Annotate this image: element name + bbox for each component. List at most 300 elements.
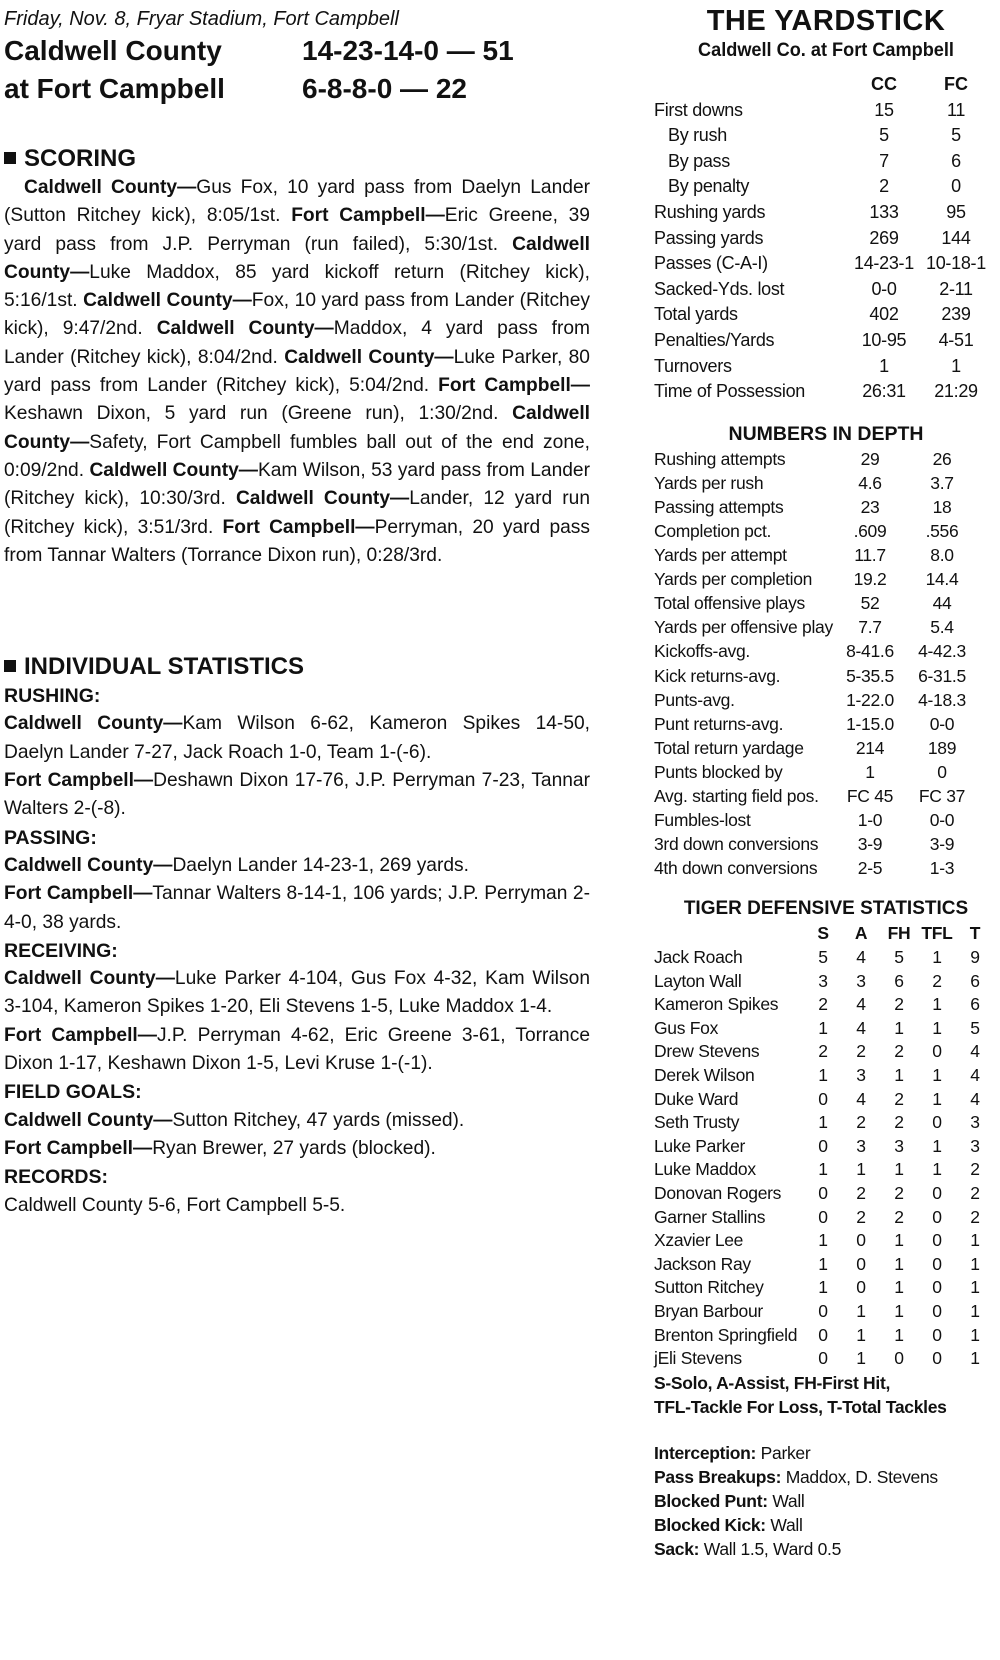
defense-note: [654, 1465, 998, 1489]
player-stat-tfl: 0: [932, 1206, 942, 1227]
scoring-play: Luke Parker, 80 yard pass from Lander (Ritchey kick), 5:04/2nd.: [4, 346, 590, 397]
defense-row: [654, 1064, 994, 1088]
scoring-summary: [4, 174, 590, 570]
player-stat-t: 1: [970, 1324, 980, 1345]
player-stat-s: 2: [818, 1041, 828, 1062]
player-stat-a: 4: [856, 994, 866, 1015]
yardstick-row: [654, 200, 992, 226]
depth-row: [654, 495, 978, 519]
player-stat-s: 2: [818, 994, 828, 1015]
player-stat-tfl: 1: [932, 994, 942, 1015]
linescore-team: Caldwell County: [4, 35, 222, 66]
stat-fc: 2-11: [939, 278, 973, 299]
depth-title: NUMBERS IN DEPTH: [728, 422, 924, 445]
player-stat-tfl: 1: [932, 1017, 942, 1038]
stat-fc: 5: [951, 125, 961, 146]
yardstick-row: [654, 123, 992, 149]
depth-fc: 0: [937, 761, 947, 782]
depth-fc: 0-0: [929, 713, 955, 734]
player-stat-s: 0: [818, 1206, 828, 1227]
depth-fc: 26: [932, 448, 952, 469]
dateline: Friday, Nov. 8, Fryar Stadium, Fort Campbell: [4, 8, 399, 30]
player-stat-s: 0: [818, 1300, 828, 1321]
player-stat-tfl: 1: [932, 1135, 942, 1156]
yardstick-row: [654, 98, 992, 124]
depth-label: Kickoffs-avg.: [654, 641, 750, 662]
player-stat-a: 3: [856, 1135, 866, 1156]
defense-note: [654, 1513, 998, 1537]
player-stat-t: 6: [970, 970, 980, 991]
stat-subheading: FIELD GOALS:: [4, 1081, 142, 1104]
stat-label: Time of Possession: [654, 381, 805, 402]
depth-cc: .609: [853, 521, 887, 541]
defense-row: [654, 1017, 994, 1041]
stat-text: J.P. Perryman 4-62, Eric Greene 3-61, Torrance Dixon 1-17, Keshawn Dixon 1-5, Levi Kruse 1-(-1).: [4, 1024, 590, 1075]
stat-line: [4, 1135, 590, 1163]
player-stat-t: 1: [970, 1300, 980, 1321]
player-stat-a: 1: [856, 1324, 866, 1345]
player-name: Brenton Springfield: [654, 1324, 798, 1345]
stat-fc: 10-18-1: [926, 253, 986, 274]
stat-team: Fort Campbell—: [4, 770, 154, 792]
depth-label: Total return yardage: [654, 737, 804, 758]
depth-cc: 4.6: [858, 472, 882, 493]
player-stat-fh: 1: [894, 1159, 904, 1180]
stat-fc: 0: [951, 176, 961, 197]
player-stat-t: 3: [970, 1112, 980, 1133]
stat-fc: 21:29: [934, 381, 978, 402]
depth-label: Fumbles-lost: [654, 810, 751, 831]
note-value: Parker: [760, 1442, 811, 1463]
stat-text: Tannar Walters 8-14-1, 106 yards; J.P. Perryman 2-4-0, 38 yards.: [4, 883, 590, 933]
defense-row: [654, 1135, 994, 1159]
player-stat-s: 0: [818, 1348, 828, 1369]
player-name: Luke Parker: [654, 1135, 746, 1156]
note-label: Blocked Punt:: [654, 1490, 768, 1511]
stat-cc: 15: [874, 99, 894, 120]
depth-label: Yards per rush: [654, 472, 764, 493]
scoring-team: Caldwell County—: [4, 403, 590, 453]
defense-row: [654, 1253, 994, 1277]
depth-fc: 1-3: [929, 858, 955, 879]
depth-row: [654, 856, 978, 880]
player-stat-a: 2: [856, 1041, 866, 1062]
stat-team: Fort Campbell—: [4, 1137, 153, 1159]
player-stat-s: 3: [818, 970, 828, 991]
defense-row: [654, 1088, 994, 1112]
depth-fc: 0-0: [929, 810, 955, 831]
player-name: Bryan Barbour: [654, 1300, 763, 1321]
depth-fc: 14.4: [925, 569, 959, 590]
depth-label: Yards per attempt: [654, 545, 787, 566]
player-name: Kameron Spikes: [654, 994, 779, 1015]
scoring-team: Caldwell County—: [235, 488, 410, 510]
scoring-play: Kam Wilson, 53 yard pass from Lander (Ritchey kick), 10:30/3rd.: [4, 459, 590, 510]
player-stat-a: 4: [856, 947, 866, 967]
player-name: Gus Fox: [654, 1017, 719, 1038]
stat-line: [4, 1107, 590, 1135]
stat-label: Sacked-Yds. lost: [654, 278, 785, 299]
depth-label: Kick returns-avg.: [654, 665, 781, 686]
stat-line: [4, 1022, 590, 1079]
defense-notes: [654, 1441, 998, 1561]
depth-fc: 44: [932, 593, 952, 614]
depth-cc: 3-9: [857, 834, 883, 855]
player-stat-tfl: 0: [932, 1277, 942, 1298]
player-stat-tfl: 1: [932, 1159, 942, 1180]
depth-row: [654, 447, 978, 471]
player-stat-t: 1: [970, 1277, 980, 1298]
player-name: Luke Maddox: [654, 1159, 756, 1180]
depth-cc: 8-41.6: [846, 641, 894, 662]
yardstick-row: [654, 174, 992, 200]
stat-subheading: RECORDS:: [4, 1166, 109, 1189]
stat-subheading: PASSING:: [4, 826, 97, 849]
linescore-line: 14-23-14-0 — 51: [302, 35, 514, 66]
stat-team: Fort Campbell—: [4, 883, 153, 905]
player-stat-fh: 0: [894, 1348, 904, 1369]
yardstick-header-row: [654, 72, 992, 98]
col-cc: CC: [871, 74, 897, 94]
stat-subheading: RUSHING:: [4, 685, 101, 708]
individual-heading: INDIVIDUAL STATISTICS: [4, 652, 590, 682]
player-stat-fh: 1: [894, 1300, 904, 1321]
player-stat-fh: 2: [894, 994, 904, 1015]
depth-row: [654, 567, 978, 591]
player-stat-tfl: 0: [932, 1041, 942, 1062]
player-name: jEli Stevens: [654, 1348, 742, 1369]
yardstick-row: [654, 379, 992, 405]
defense-row: [654, 1040, 994, 1064]
stat-line: [4, 880, 590, 937]
stat-cc: 5: [879, 125, 889, 146]
player-stat-a: 0: [856, 1253, 866, 1274]
scoring-play: Safety, Fort Campbell fumbles ball out of the end zone, 0:09/2nd.: [4, 431, 590, 481]
defense-title: TIGER DEFENSIVE STATISTICS: [683, 898, 969, 920]
stat-cc: 14-23-1: [854, 253, 914, 274]
player-stat-a: 3: [856, 970, 866, 991]
depth-fc: 3.7: [930, 472, 954, 493]
depth-label: 4th down conversions: [654, 858, 818, 879]
stat-text: Caldwell County 5-6, Fort Campbell 5-5.: [4, 1194, 346, 1216]
stat-cc: 1: [879, 355, 889, 376]
player-stat-t: 9: [970, 947, 980, 967]
legend-line: S-Solo, A-Assist, FH-First Hit,: [654, 1372, 891, 1393]
defense-row: [654, 1276, 994, 1300]
player-name: Drew Stevens: [654, 1041, 760, 1062]
player-stat-tfl: 0: [932, 1324, 942, 1345]
player-stat-fh: 2: [894, 1206, 904, 1227]
defense-row: [654, 1111, 994, 1135]
player-stat-fh: 1: [894, 1253, 904, 1274]
player-stat-tfl: 1: [932, 947, 942, 967]
player-stat-fh: 5: [894, 947, 904, 967]
depth-fc: 4-42.3: [918, 641, 966, 662]
yardstick-row: [654, 277, 992, 303]
col-fc: FC: [944, 74, 968, 94]
player-stat-a: 2: [856, 1182, 866, 1203]
stat-line: [4, 710, 590, 767]
player-stat-fh: 1: [894, 1064, 904, 1085]
stat-line: [4, 1192, 590, 1220]
stat-line: [4, 852, 590, 880]
linescore-team: at Fort Campbell: [4, 73, 225, 104]
stat-cc: 10-95: [861, 329, 907, 350]
yardstick-row: [654, 149, 992, 175]
yardstick-row: [654, 302, 992, 328]
player-stat-fh: 1: [894, 1017, 904, 1038]
player-name: Donovan Rogers: [654, 1182, 782, 1203]
player-stat-s: 0: [818, 1135, 828, 1156]
player-stat-s: 1: [818, 1277, 828, 1298]
defense-col-header: S: [817, 923, 829, 944]
player-stat-s: 1: [818, 1159, 828, 1180]
depth-label: Yards per offensive play: [654, 617, 833, 638]
player-name: Garner Stallins: [654, 1206, 766, 1227]
defense-col-header: FH: [887, 923, 911, 944]
depth-cc: 1-0: [857, 810, 883, 831]
player-name: Sutton Ritchey: [654, 1277, 764, 1298]
depth-cc: 29: [860, 448, 880, 469]
depth-fc: 6-31.5: [918, 665, 966, 686]
player-stat-t: 4: [970, 1088, 980, 1109]
depth-label: Punts blocked by: [654, 761, 783, 782]
stat-label: Passes (C-A-I): [654, 253, 768, 274]
player-stat-a: 1: [856, 1348, 866, 1369]
stat-cc: 133: [869, 201, 899, 222]
stat-line: [4, 767, 590, 824]
scoring-team: Fort Campbell—: [222, 516, 375, 538]
player-name: Duke Ward: [654, 1088, 739, 1109]
defense-row: [654, 946, 994, 970]
yardstick-table: [654, 72, 992, 405]
player-stat-a: 3: [856, 1064, 866, 1085]
player-stat-a: 1: [856, 1300, 866, 1321]
depth-row: [654, 736, 978, 760]
scoring-team: Fort Campbell—: [291, 205, 445, 227]
depth-label: Punts-avg.: [654, 689, 735, 710]
player-name: Jackson Ray: [654, 1253, 751, 1274]
depth-fc: 3-9: [929, 834, 955, 855]
right-column: [654, 4, 998, 1561]
player-stat-s: 5: [818, 947, 828, 967]
depth-row: [654, 712, 978, 736]
depth-label: Completion pct.: [654, 521, 772, 541]
stat-team: Caldwell County—: [4, 854, 173, 876]
player-stat-tfl: 0: [932, 1300, 942, 1321]
depth-row: [654, 808, 978, 832]
stat-fc: 95: [946, 201, 966, 222]
stat-fc: 6: [951, 150, 961, 171]
player-stat-t: 1: [970, 1230, 980, 1251]
stat-cc: 7: [879, 150, 889, 171]
depth-row: [654, 832, 978, 856]
depth-row: [654, 639, 978, 663]
player-stat-a: 1: [856, 1159, 866, 1180]
depth-row: [654, 471, 978, 495]
stat-label: By pass: [668, 150, 730, 171]
stat-team: Caldwell County—: [4, 968, 175, 990]
scoring-play: Perryman, 20 yard pass from Tannar Walters (Torrance Dixon run), 0:28/3rd.: [4, 516, 590, 566]
depth-label: Rushing attempts: [654, 448, 786, 469]
stat-fc: 1: [951, 355, 961, 376]
stat-label: Rushing yards: [654, 201, 766, 222]
defense-legend: [654, 1371, 998, 1419]
stat-text: Deshawn Dixon 17-76, J.P. Perryman 7-23, Tannar Walters 2-(-8).: [4, 770, 590, 820]
scoring-team: Fort Campbell—: [438, 375, 590, 397]
defense-header-row: [654, 922, 994, 946]
stat-text: Sutton Ritchey, 47 yards (missed).: [172, 1109, 465, 1131]
defense-row: [654, 1300, 994, 1324]
square-bullet-icon: [4, 660, 16, 672]
legend-line: TFL-Tackle For Loss, T-Total Tackles: [654, 1396, 947, 1417]
defense-note: [654, 1537, 998, 1561]
player-name: Layton Wall: [654, 970, 742, 991]
stat-label: Penalties/Yards: [654, 329, 775, 350]
player-stat-fh: 2: [894, 1041, 904, 1062]
defense-row: [654, 1324, 994, 1348]
yardstick-row: [654, 328, 992, 354]
player-stat-a: 2: [856, 1112, 866, 1133]
depth-row: [654, 664, 978, 688]
defense-row: [654, 1229, 994, 1253]
stat-line: [4, 965, 590, 1022]
yardstick-row: [654, 251, 992, 277]
depth-row: [654, 543, 978, 567]
scoring-play: Maddox, 4 yard pass from Lander (Ritchey kick), 8:04/2nd.: [4, 318, 590, 368]
depth-cc: 2-5: [857, 858, 883, 879]
square-bullet-icon: [4, 152, 16, 164]
player-stat-tfl: 0: [932, 1253, 942, 1274]
depth-label: Total offensive plays: [654, 593, 805, 614]
depth-row: [654, 591, 978, 615]
note-label: Blocked Kick:: [654, 1514, 766, 1535]
left-column: [4, 6, 590, 1220]
player-stat-s: 0: [818, 1088, 828, 1109]
player-stat-t: 2: [970, 1206, 980, 1227]
depth-fc: FC 37: [918, 786, 966, 807]
note-value: Wall: [772, 1490, 805, 1511]
depth-label: Passing attempts: [654, 496, 784, 517]
depth-fc: 189: [927, 737, 957, 758]
depth-row: [654, 519, 978, 543]
player-stat-fh: 1: [894, 1230, 904, 1251]
stat-team: Caldwell County—: [4, 1109, 173, 1131]
player-stat-a: 0: [856, 1230, 866, 1251]
depth-cc: 7.7: [858, 617, 882, 638]
stat-text: Kam Wilson 6-62, Kameron Spikes 14-50, Daelyn Lander 7-27, Jack Roach 1-0, Team 1-(-6).: [4, 713, 590, 763]
depth-label: Yards per completion: [654, 569, 813, 590]
player-stat-s: 1: [818, 1253, 828, 1274]
note-value: Wall: [770, 1514, 803, 1535]
player-stat-s: 1: [818, 1230, 828, 1251]
player-stat-tfl: 1: [932, 1088, 942, 1109]
player-stat-t: 4: [970, 1064, 980, 1085]
stat-cc: 26:31: [862, 381, 906, 402]
stat-subheading: RECEIVING:: [4, 939, 118, 962]
depth-cc: 52: [860, 593, 880, 614]
depth-cc: 1: [865, 761, 875, 782]
stat-label: First downs: [654, 99, 743, 120]
depth-row: [654, 784, 978, 808]
player-stat-a: 0: [856, 1277, 866, 1298]
stat-fc: 11: [946, 99, 966, 120]
defense-row: [654, 1347, 994, 1371]
scoring-play: Gus Fox, 10 yard pass from Daelyn Lander (Sutton Ritchey kick), 8:05/1st.: [4, 177, 591, 227]
depth-cc: 1-22.0: [846, 689, 894, 710]
defense-row: [654, 970, 994, 994]
stat-cc: 269: [869, 227, 899, 248]
player-name: Xzavier Lee: [654, 1230, 744, 1251]
defense-row: [654, 1158, 994, 1182]
player-stat-t: 1: [970, 1253, 980, 1274]
stat-fc: 144: [941, 227, 971, 248]
depth-row: [654, 688, 978, 712]
stat-team: Fort Campbell—: [4, 1024, 157, 1046]
stat-cc: 2: [879, 176, 889, 197]
depth-cc: 11.7: [854, 545, 886, 566]
depth-table: [654, 447, 978, 881]
stat-label: Passing yards: [654, 227, 764, 248]
player-stat-s: 1: [818, 1064, 828, 1085]
depth-cc: 1-15.0: [846, 713, 894, 734]
depth-fc: 18: [932, 496, 952, 517]
player-stat-a: 4: [856, 1017, 866, 1038]
stat-fc: 239: [941, 304, 971, 325]
stat-text: Ryan Brewer, 27 yards (blocked).: [152, 1137, 436, 1159]
player-stat-tfl: 0: [932, 1348, 942, 1369]
linescore-row: [4, 70, 590, 108]
player-stat-t: 1: [970, 1348, 980, 1369]
note-value: Maddox, D. Stevens: [785, 1466, 938, 1487]
player-stat-fh: 1: [894, 1277, 904, 1298]
scoring-team: Caldwell County—: [284, 346, 454, 368]
scoring-team: Caldwell County—: [24, 177, 197, 198]
player-stat-t: 3: [970, 1135, 980, 1156]
yardstick-title: THE YARDSTICK: [706, 5, 946, 37]
player-stat-fh: 2: [894, 1112, 904, 1133]
note-value: Wall 1.5, Ward 0.5: [703, 1538, 842, 1559]
individual-statistics: [4, 682, 590, 1220]
depth-label: 3rd down conversions: [654, 834, 819, 855]
player-stat-tfl: 0: [932, 1230, 942, 1251]
scoring-play: Luke Maddox, 85 yard kickoff return (Ritchey kick), 5:16/1st.: [4, 261, 590, 312]
scoring-team: Caldwell County—: [89, 459, 258, 481]
linescore: [4, 32, 590, 108]
player-stat-fh: 6: [894, 970, 904, 991]
scoring-play: Eric Greene, 39 yard pass from J.P. Perryman (run failed), 5:30/1st.: [4, 205, 590, 255]
stat-cc: 402: [869, 304, 899, 325]
player-stat-tfl: 0: [932, 1112, 942, 1133]
player-stat-a: 4: [856, 1088, 866, 1109]
defense-col-header: T: [969, 923, 981, 944]
defense-row: [654, 993, 994, 1017]
defense-col-header: TFL: [921, 923, 953, 944]
depth-row: [654, 615, 978, 639]
scoring-team: Caldwell County—: [83, 290, 252, 312]
player-stat-s: 0: [818, 1182, 828, 1203]
defense-note: [654, 1441, 998, 1465]
player-name: Jack Roach: [654, 947, 743, 967]
scoring-team: Caldwell County—: [156, 318, 334, 340]
player-stat-t: 2: [970, 1182, 980, 1203]
depth-fc: 8.0: [930, 545, 954, 566]
depth-fc: 4-18.3: [918, 689, 966, 710]
stat-label: By penalty: [668, 176, 750, 197]
linescore-row: [4, 32, 590, 70]
player-stat-t: 6: [970, 994, 980, 1015]
yardstick-subtitle: Caldwell Co. at Fort Campbell: [698, 39, 954, 61]
